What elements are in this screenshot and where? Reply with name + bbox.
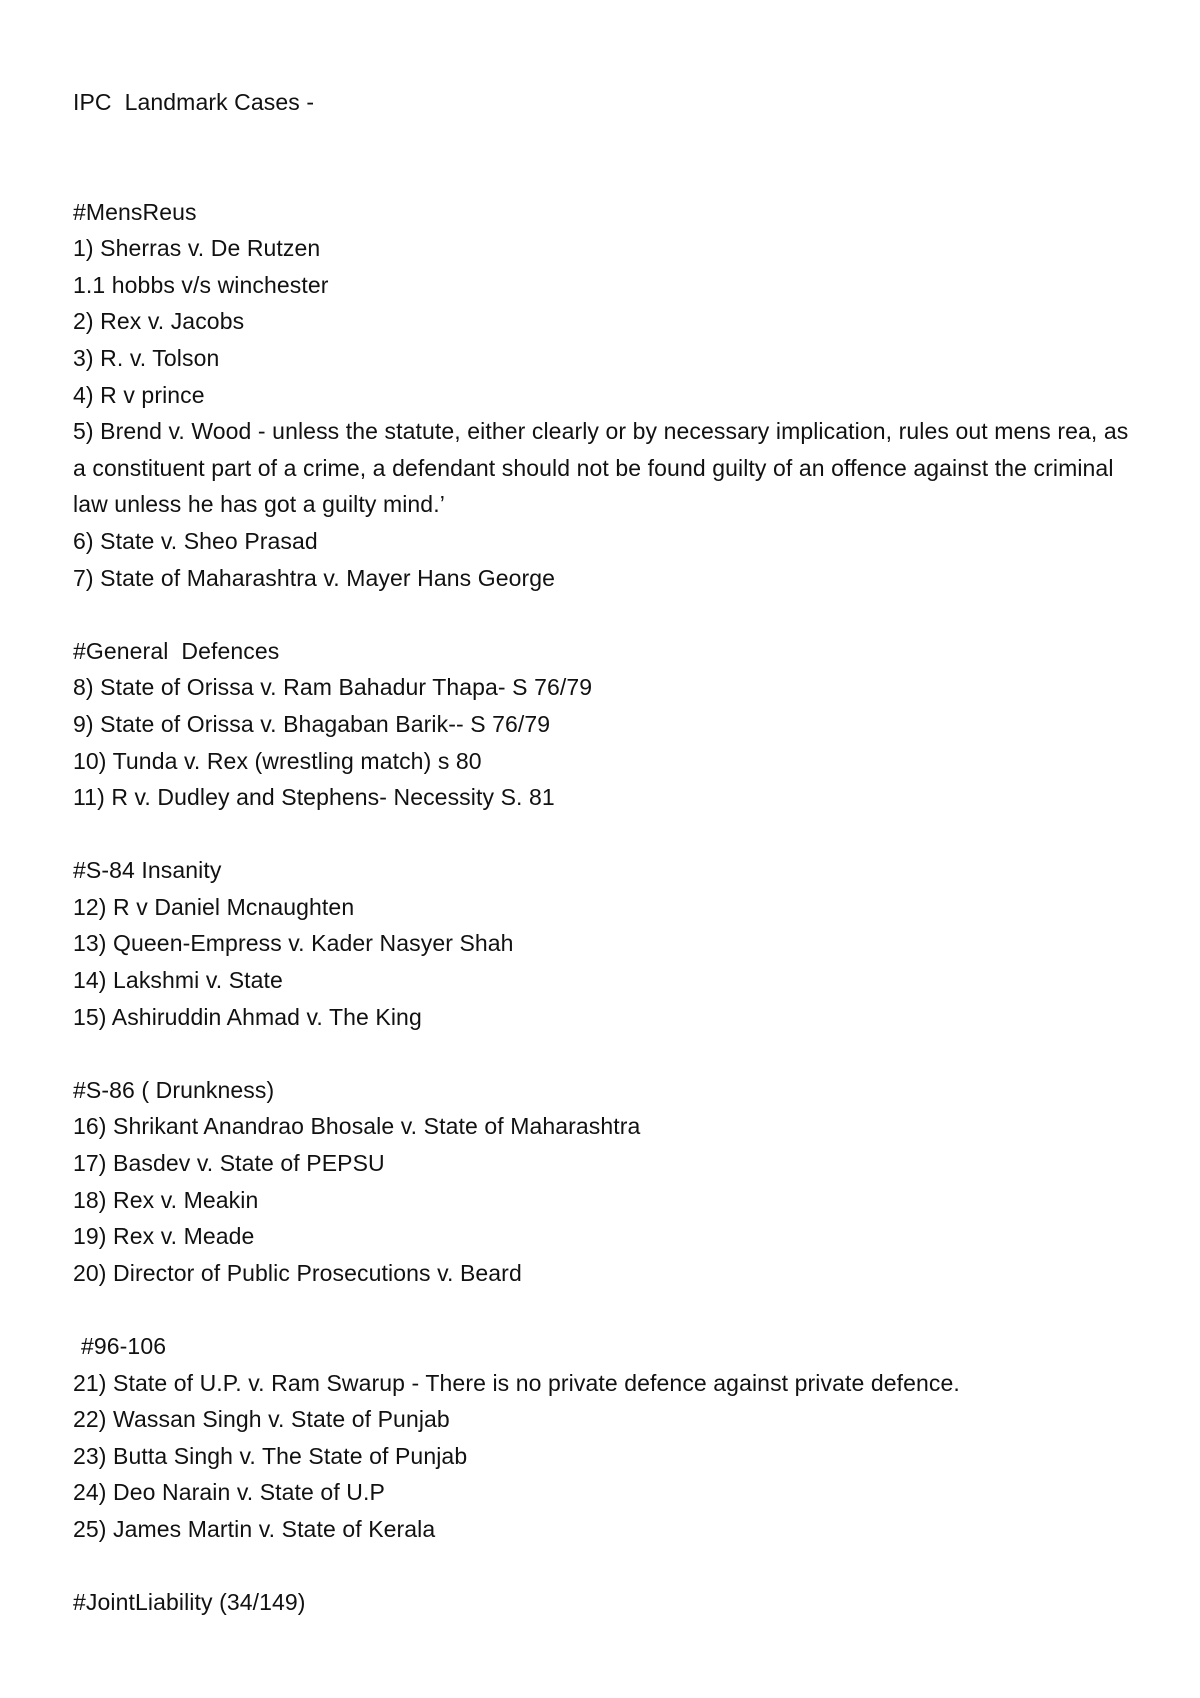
case-item-10: 10) Tunda v. Rex (wrestling match) s 80: [73, 747, 482, 774]
case-item-3: 3) R. v. Tolson: [73, 344, 220, 371]
section-mens-reus: [73, 194, 1133, 597]
section-heading-drunkness: #S-86 ( Drunkness): [73, 1076, 275, 1103]
case-item-16: 16) Shrikant Anandrao Bhosale v. State of Maharashtra: [73, 1113, 641, 1140]
section-general-defences: [73, 633, 1133, 816]
section-drunkness: [73, 1072, 1133, 1292]
case-item-4: 4) R v prince: [73, 381, 205, 408]
case-item-13: 13) Queen-Empress v. Kader Nasyer Shah: [73, 930, 514, 957]
case-item-1-1: 1.1 hobbs v/s winchester: [73, 271, 329, 298]
case-item-1: 1) Sherras v. De Rutzen: [73, 235, 321, 262]
case-item-9: 9) State of Orissa v. Bhagaban Barik-- S 76/79: [73, 710, 551, 737]
case-item-25: 25) James Martin v. State of Kerala: [73, 1515, 436, 1542]
case-item-20: 20) Director of Public Prosecutions v. Beard: [73, 1259, 522, 1286]
case-item-18: 18) Rex v. Meakin: [73, 1186, 259, 1213]
case-item-12: 12) R v Daniel Mcnaughten: [73, 893, 355, 920]
section-insanity: [73, 852, 1133, 1035]
case-item-8: 8) State of Orissa v. Ram Bahadur Thapa- S 76/79: [73, 674, 593, 701]
section-heading-joint-liability: #JointLiability (34/149): [73, 1589, 306, 1616]
case-item-6: 6) State v. Sheo Prasad: [73, 527, 318, 554]
section-joint-liability: [73, 1584, 1133, 1621]
section-heading-general-defences: #General Defences: [73, 637, 280, 664]
case-item-17: 17) Basdev v. State of PEPSU: [73, 1150, 385, 1177]
section-heading-mens-reus: #MensReus: [73, 198, 197, 225]
case-item-21: 21) State of U.P. v. Ram Swarup - There is no private defence against private defence.: [73, 1369, 960, 1396]
case-item-11: 11) R v. Dudley and Stephens- Necessity S. 81: [73, 784, 555, 811]
case-item-23: 23) Butta Singh v. The State of Punjab: [73, 1442, 468, 1469]
document-title: IPC Landmark Cases -: [73, 89, 315, 115]
case-item-14: 14) Lakshmi v. State: [73, 967, 283, 994]
case-item-2: 2) Rex v. Jacobs: [73, 308, 245, 335]
case-item-22: 22) Wassan Singh v. State of Punjab: [73, 1406, 450, 1433]
case-item-19: 19) Rex v. Meade: [73, 1223, 255, 1250]
case-item-24: 24) Deo Narain v. State of U.P: [73, 1479, 385, 1506]
document-content: [73, 84, 1133, 1621]
section-heading-insanity: #S-84 Insanity: [73, 857, 222, 884]
case-item-5: 5) Brend v. Wood - unless the statute, either clearly or by necessary implication, rules out mens rea, as a constituent part of a crime, a defendant should not be found guilty of an offence against the criminal law unless he has got a guilty mind.’: [73, 418, 1129, 518]
case-item-7: 7) State of Maharashtra v. Mayer Hans George: [73, 564, 556, 591]
section-private-defence: [73, 1328, 1133, 1548]
case-item-15: 15) Ashiruddin Ahmad v. The King: [73, 1003, 422, 1030]
section-heading-private-defence: #96-106: [81, 1333, 167, 1359]
